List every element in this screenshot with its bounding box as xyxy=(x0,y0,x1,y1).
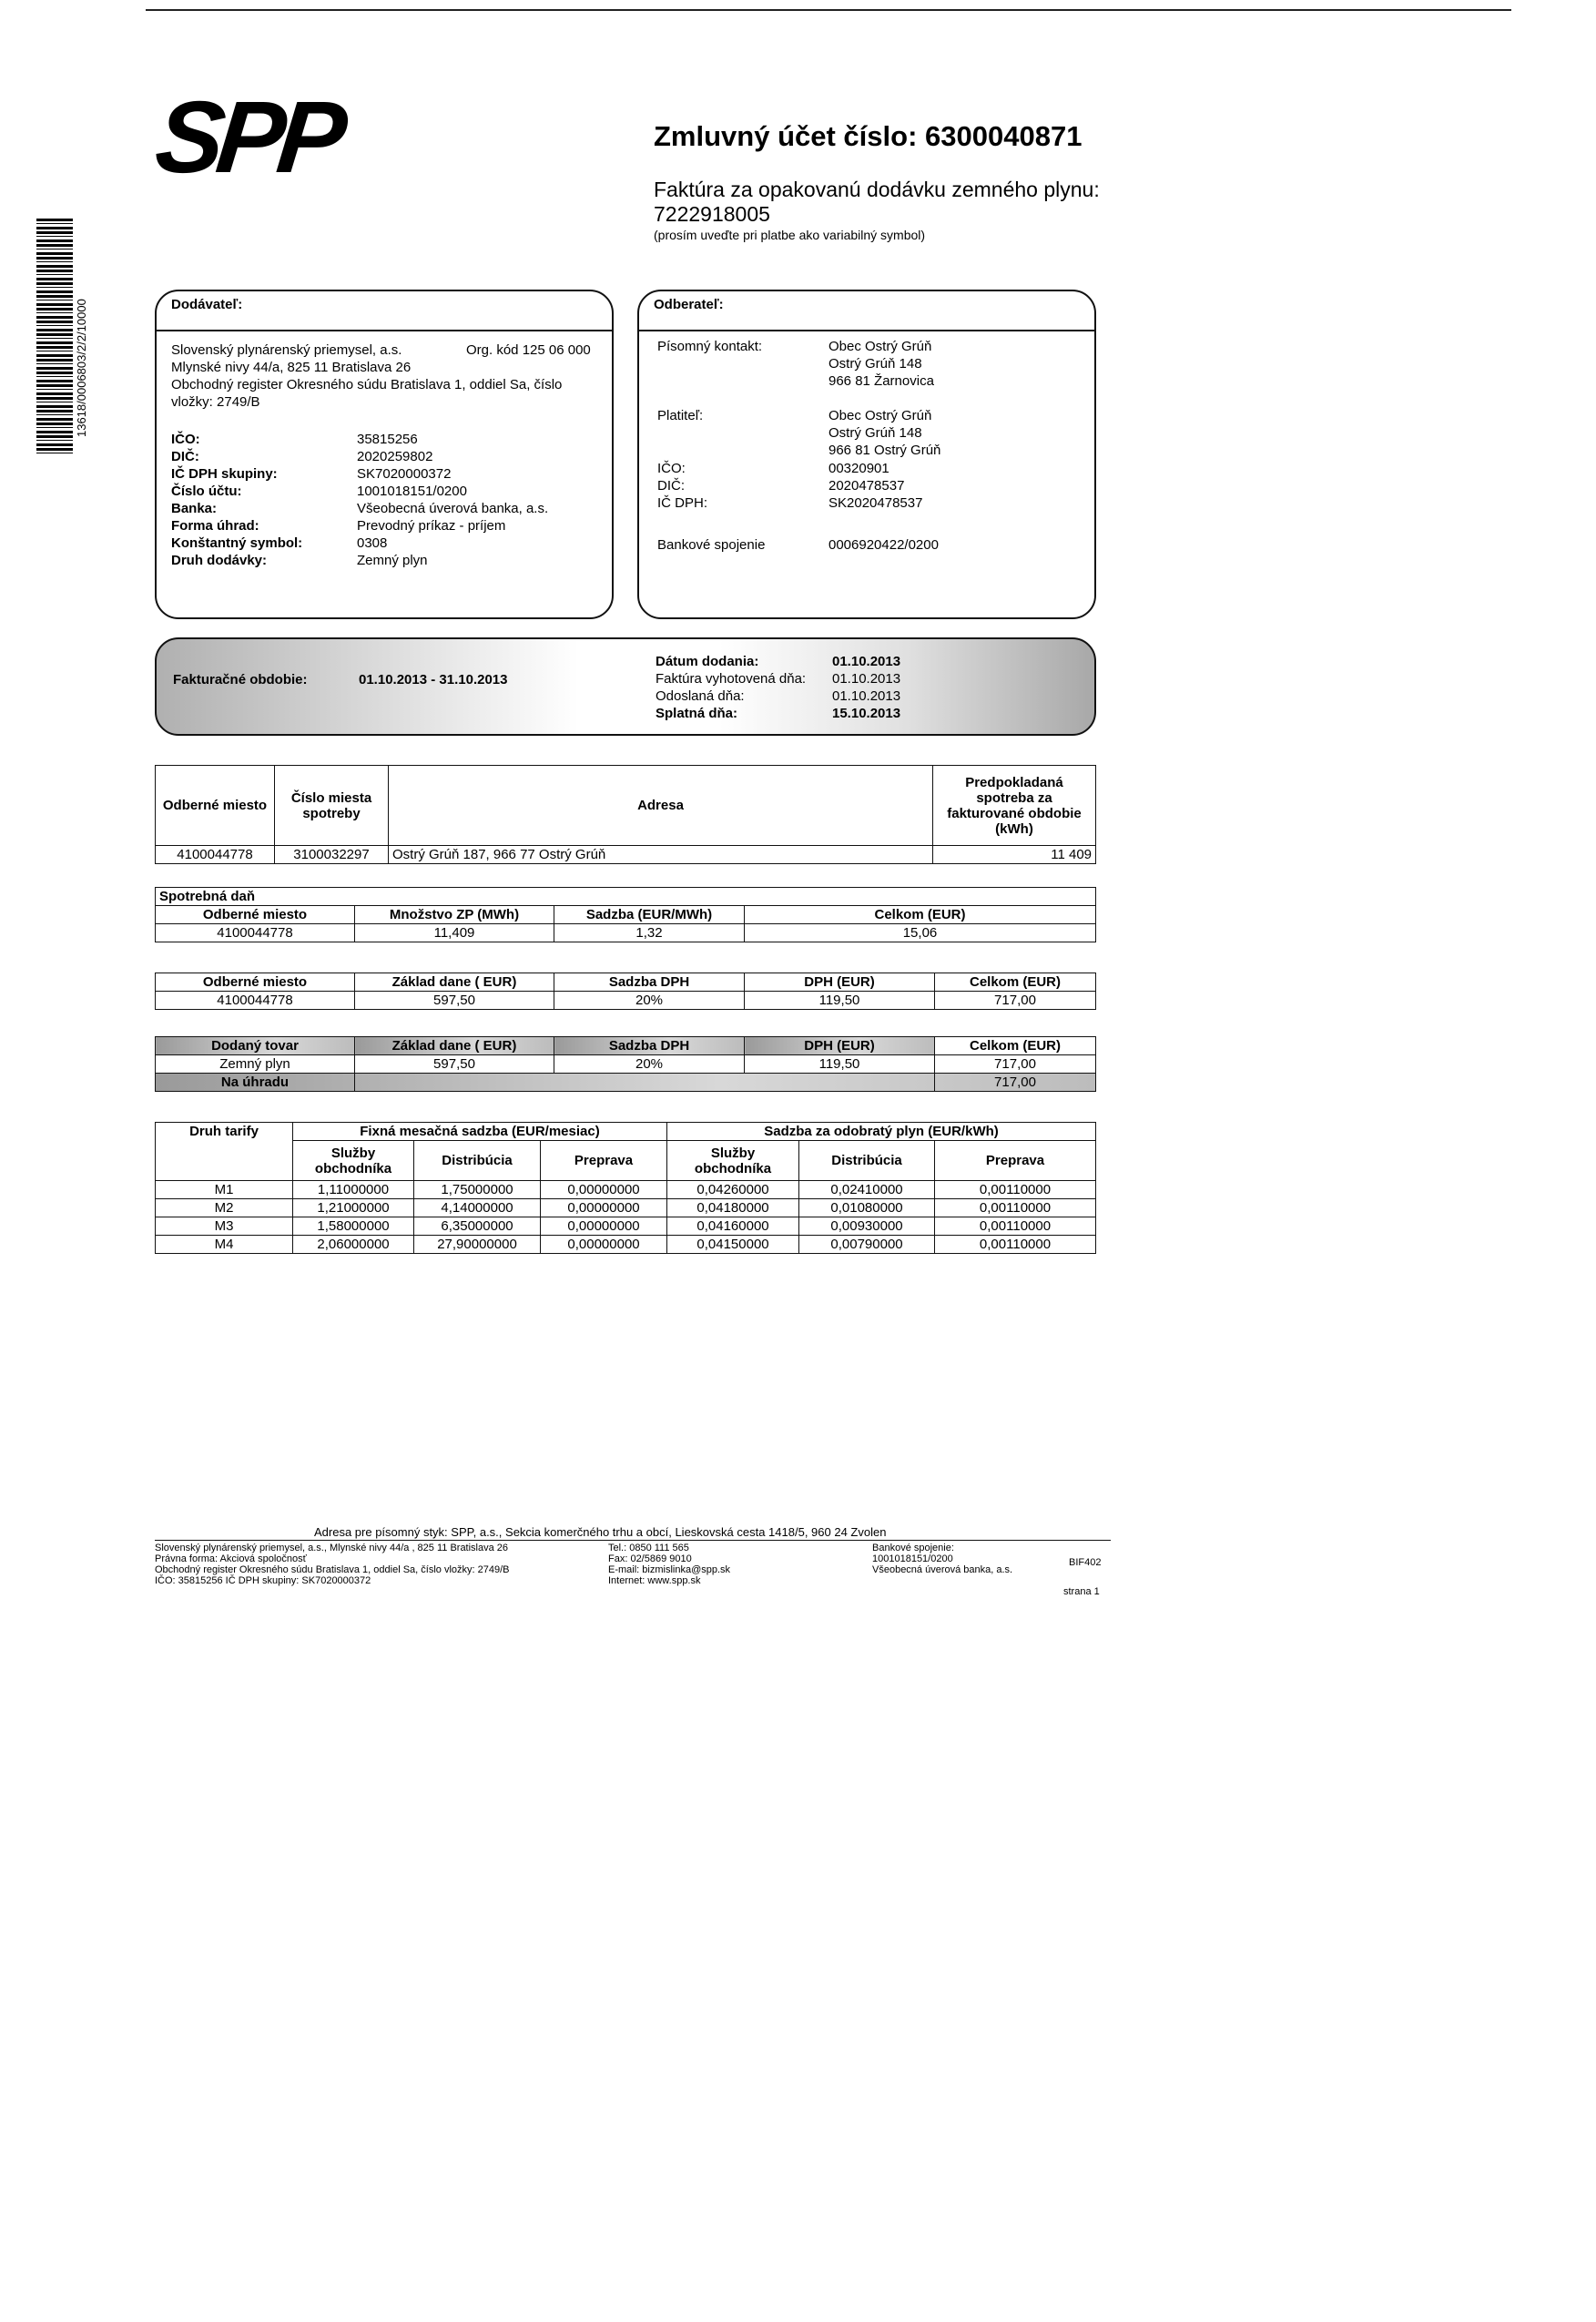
excise-title: Spotrebná daň xyxy=(156,888,1096,906)
cell: 1,58000000 xyxy=(293,1217,414,1236)
total-value: 717,00 xyxy=(935,1074,1096,1092)
footer-rule xyxy=(155,1540,1111,1541)
cell: 0,00000000 xyxy=(541,1181,667,1199)
invoice-number: 7222918005 xyxy=(654,202,770,226)
sub-header: Distribúcia xyxy=(414,1141,541,1181)
col-header: Predpokladaná spotreba za fakturované obdobie (kWh) xyxy=(933,766,1096,846)
field-value: 35815256 xyxy=(357,432,418,447)
contact-line: 966 81 Žarnovica xyxy=(828,373,934,389)
table-row xyxy=(156,846,1096,864)
supplier-register: Obchodný register Okresného súdu Bratislava 1, oddiel Sa, číslo xyxy=(171,377,563,392)
cell: 1,32 xyxy=(554,924,745,942)
spp-logo: SPP xyxy=(150,80,345,194)
footer-line: Tel.: 0850 111 565 xyxy=(608,1543,689,1553)
col-header: DPH (EUR) xyxy=(745,973,935,992)
footer-line: Bankové spojenie: xyxy=(872,1543,954,1553)
supplier-address: Mlynské nivy 44/a, 825 11 Bratislava 26 xyxy=(171,360,412,375)
field-label: Konštantný symbol: xyxy=(171,535,303,551)
sub-header: Služby obchodníka xyxy=(293,1141,414,1181)
cell: 1,11000000 xyxy=(293,1181,414,1199)
contact-line: Obec Ostrý Grúň xyxy=(828,339,932,354)
col-header: Adresa xyxy=(389,766,933,846)
contact-line: Ostrý Grúň 148 xyxy=(828,356,922,372)
col-header: Odberné miesto xyxy=(156,973,355,992)
cell: 0,00000000 xyxy=(541,1236,667,1254)
account-heading xyxy=(654,120,1082,153)
footer-line: E-mail: bizmislinka@spp.sk xyxy=(608,1564,731,1575)
supplier-name: Slovenský plynárenský priemysel, a.s. xyxy=(171,342,402,358)
footer-line: Právna forma: Akciová spoločnosť xyxy=(155,1553,307,1564)
cell: 4100044778 xyxy=(156,992,355,1010)
sent-label: Odoslaná dňa: xyxy=(656,688,745,704)
col-header: Celkom (EUR) xyxy=(745,906,1096,924)
col-header: Fixná mesačná sadzba (EUR/mesiac) xyxy=(293,1123,667,1141)
page-number: strana 1 xyxy=(1063,1586,1100,1597)
field-value: 2020259802 xyxy=(357,449,433,464)
bank-label: Bankové spojenie xyxy=(657,537,766,553)
ico-value: 00320901 xyxy=(828,461,889,476)
field-value: 0308 xyxy=(357,535,388,551)
table-row xyxy=(156,1236,1096,1254)
cell: 0,04260000 xyxy=(667,1181,799,1199)
delivery-date: 01.10.2013 xyxy=(832,654,901,669)
cell: 597,50 xyxy=(355,992,554,1010)
cell: 0,00110000 xyxy=(935,1236,1096,1254)
period-box xyxy=(155,637,1096,736)
col-header: Základ dane ( EUR) xyxy=(355,1037,554,1055)
col-header: DPH (EUR) xyxy=(745,1037,935,1055)
cell: 0,00000000 xyxy=(541,1217,667,1236)
invoice-title: Faktúra za opakovanú dodávku zemného plynu: xyxy=(654,178,1100,201)
cell: 0,04180000 xyxy=(667,1199,799,1217)
supplier-org-code: Org. kód 125 06 000 xyxy=(466,342,591,358)
cell: 0,01080000 xyxy=(799,1199,935,1217)
footer-line: Fax: 02/5869 9010 xyxy=(608,1553,692,1564)
cell: Zemný plyn xyxy=(156,1055,355,1074)
invoice-note: (prosím uveďte pri platbe ako variabilný symbol) xyxy=(654,228,926,242)
total-label: Na úhradu xyxy=(156,1074,355,1092)
payer-line: 966 81 Ostrý Grúň xyxy=(828,443,941,458)
footer-line: Internet: www.spp.sk xyxy=(608,1575,701,1586)
bank-value: 0006920422/0200 xyxy=(828,537,939,553)
supplier-register-2: vložky: 2749/B xyxy=(171,394,260,410)
account-number: 6300040871 xyxy=(925,120,1083,152)
contact-label: Písomný kontakt: xyxy=(657,339,763,354)
cell: 3100032297 xyxy=(275,846,389,864)
col-header: Odberné miesto xyxy=(156,766,275,846)
field-label: DIČ: xyxy=(171,449,199,464)
cell: 15,06 xyxy=(745,924,1096,942)
sent-date: 01.10.2013 xyxy=(832,688,901,704)
sub-header: Preprava xyxy=(935,1141,1096,1181)
field-value: SK7020000372 xyxy=(357,466,452,482)
field-label: Druh dodávky: xyxy=(171,553,268,568)
period-label: Fakturačné obdobie: xyxy=(173,672,308,687)
col-header: Dodaný tovar xyxy=(156,1037,355,1055)
footer-col1 xyxy=(155,1543,510,1586)
excise-table xyxy=(155,887,1096,942)
payer-label: Platiteľ: xyxy=(657,408,704,423)
cell: 1,21000000 xyxy=(293,1199,414,1217)
dic-value: 2020478537 xyxy=(828,478,905,494)
footer-line: Všeobecná úverová banka, a.s. xyxy=(872,1564,1013,1575)
cell: 0,00930000 xyxy=(799,1217,935,1236)
ico-label: IČO: xyxy=(657,461,686,476)
field-label: Banka: xyxy=(171,501,218,516)
vat-table xyxy=(155,973,1096,1010)
customer-box xyxy=(637,290,1096,619)
customer-title: Odberateľ: xyxy=(654,297,724,312)
field-label: Číslo účtu: xyxy=(171,484,242,499)
col-header: Základ dane ( EUR) xyxy=(355,973,554,992)
cell: 20% xyxy=(554,1055,745,1074)
table-row xyxy=(156,992,1096,1010)
dic-label: DIČ: xyxy=(657,478,685,494)
col-header: Sadzba DPH xyxy=(554,1037,745,1055)
cell: 119,50 xyxy=(745,1055,935,1074)
tariff-table xyxy=(155,1122,1096,1254)
sub-header: Distribúcia xyxy=(799,1141,935,1181)
cell: M3 xyxy=(156,1217,293,1236)
footer-line: Slovenský plynárenský priemysel, a.s., Mlynské nivy 44/a , 825 11 Bratislava 26 xyxy=(155,1543,509,1553)
cell: 0,00110000 xyxy=(935,1217,1096,1236)
cell: 20% xyxy=(554,992,745,1010)
cell: 0,00110000 xyxy=(935,1181,1096,1199)
top-rule xyxy=(146,9,1511,11)
payer-line: Ostrý Grúň 148 xyxy=(828,425,922,441)
footer-col3 xyxy=(872,1543,1012,1575)
icdph-value: SK2020478537 xyxy=(828,495,923,511)
cell: Ostrý Grúň 187, 966 77 Ostrý Grúň xyxy=(389,846,933,864)
due-date: 15.10.2013 xyxy=(832,706,901,721)
cell: 11 409 xyxy=(933,846,1096,864)
cell: 1,75000000 xyxy=(414,1181,541,1199)
cell: 0,00000000 xyxy=(541,1199,667,1217)
footer-code: BIF402 xyxy=(1069,1557,1102,1568)
table-row xyxy=(156,1055,1096,1074)
field-value: Prevodný príkaz - príjem xyxy=(357,518,506,534)
footer-address: Adresa pre písomný styk: SPP, a.s., Sekcia komerčného trhu a obcí, Lieskovská cesta 1418/5, 960 24 Zvolen xyxy=(314,1525,887,1539)
sub-header: Preprava xyxy=(541,1141,667,1181)
col-header: Sadzba DPH xyxy=(554,973,745,992)
cell: 717,00 xyxy=(935,1055,1096,1074)
col-header: Celkom (EUR) xyxy=(935,973,1096,992)
table-row xyxy=(156,1199,1096,1217)
cell: 0,04160000 xyxy=(667,1217,799,1236)
cell: 4100044778 xyxy=(156,846,275,864)
cell: 119,50 xyxy=(745,992,935,1010)
field-value: Zemný plyn xyxy=(357,553,428,568)
footer-line: 1001018151/0200 xyxy=(872,1553,953,1564)
table-row xyxy=(156,1181,1096,1199)
field-value: Všeobecná úverová banka, a.s. xyxy=(357,501,549,516)
field-label: IČ DPH skupiny: xyxy=(171,466,278,482)
cell: 0,00790000 xyxy=(799,1236,935,1254)
col-header: Celkom (EUR) xyxy=(935,1037,1096,1055)
col-header: Odberné miesto xyxy=(156,906,355,924)
cell: 0,02410000 xyxy=(799,1181,935,1199)
delivery-label: Dátum dodania: xyxy=(656,654,759,669)
cell: M1 xyxy=(156,1181,293,1199)
consumption-table xyxy=(155,765,1096,864)
payer-line: Obec Ostrý Grúň xyxy=(828,408,932,423)
cell: 6,35000000 xyxy=(414,1217,541,1236)
cell: M2 xyxy=(156,1199,293,1217)
issued-label: Faktúra vyhotovená dňa: xyxy=(656,671,807,687)
barcode xyxy=(36,219,73,455)
goods-table xyxy=(155,1036,1096,1092)
field-label: IČO: xyxy=(171,432,200,447)
sub-header: Služby obchodníka xyxy=(667,1141,799,1181)
account-label: Zmluvný účet číslo: xyxy=(654,120,918,152)
field-value: 1001018151/0200 xyxy=(357,484,467,499)
barcode-text: 13618/0006803/2/2/10000 xyxy=(75,299,88,437)
icdph-label: IČ DPH: xyxy=(657,495,708,511)
cell: 717,00 xyxy=(935,992,1096,1010)
cell: 4100044778 xyxy=(156,924,355,942)
cell: 27,90000000 xyxy=(414,1236,541,1254)
footer-line: Obchodný register Okresného súdu Bratislava 1, oddiel Sa, číslo vložky: 2749/B xyxy=(155,1564,510,1575)
cell: 11,409 xyxy=(355,924,554,942)
footer-col2 xyxy=(608,1543,730,1586)
footer-line: IČO: 35815256 IČ DPH skupiny: SK7020000372 xyxy=(155,1575,371,1586)
cell: 597,50 xyxy=(355,1055,554,1074)
period-value: 01.10.2013 - 31.10.2013 xyxy=(359,672,508,687)
table-row xyxy=(156,1217,1096,1236)
cell: 0,00110000 xyxy=(935,1199,1096,1217)
issued-date: 01.10.2013 xyxy=(832,671,901,687)
table-row xyxy=(156,924,1096,942)
cell: 0,04150000 xyxy=(667,1236,799,1254)
due-label: Splatná dňa: xyxy=(656,706,738,721)
col-header: Druh tarify xyxy=(156,1123,293,1181)
col-header: Sadzba za odobratý plyn (EUR/kWh) xyxy=(667,1123,1096,1141)
supplier-title: Dodávateľ: xyxy=(171,297,243,312)
col-header: Sadzba (EUR/MWh) xyxy=(554,906,745,924)
col-header: Množstvo ZP (MWh) xyxy=(355,906,554,924)
total-row xyxy=(156,1074,1096,1092)
col-header: Číslo miesta spotreby xyxy=(275,766,389,846)
cell: M4 xyxy=(156,1236,293,1254)
supplier-box xyxy=(155,290,614,619)
cell: 2,06000000 xyxy=(293,1236,414,1254)
field-label: Forma úhrad: xyxy=(171,518,259,534)
cell: 4,14000000 xyxy=(414,1199,541,1217)
